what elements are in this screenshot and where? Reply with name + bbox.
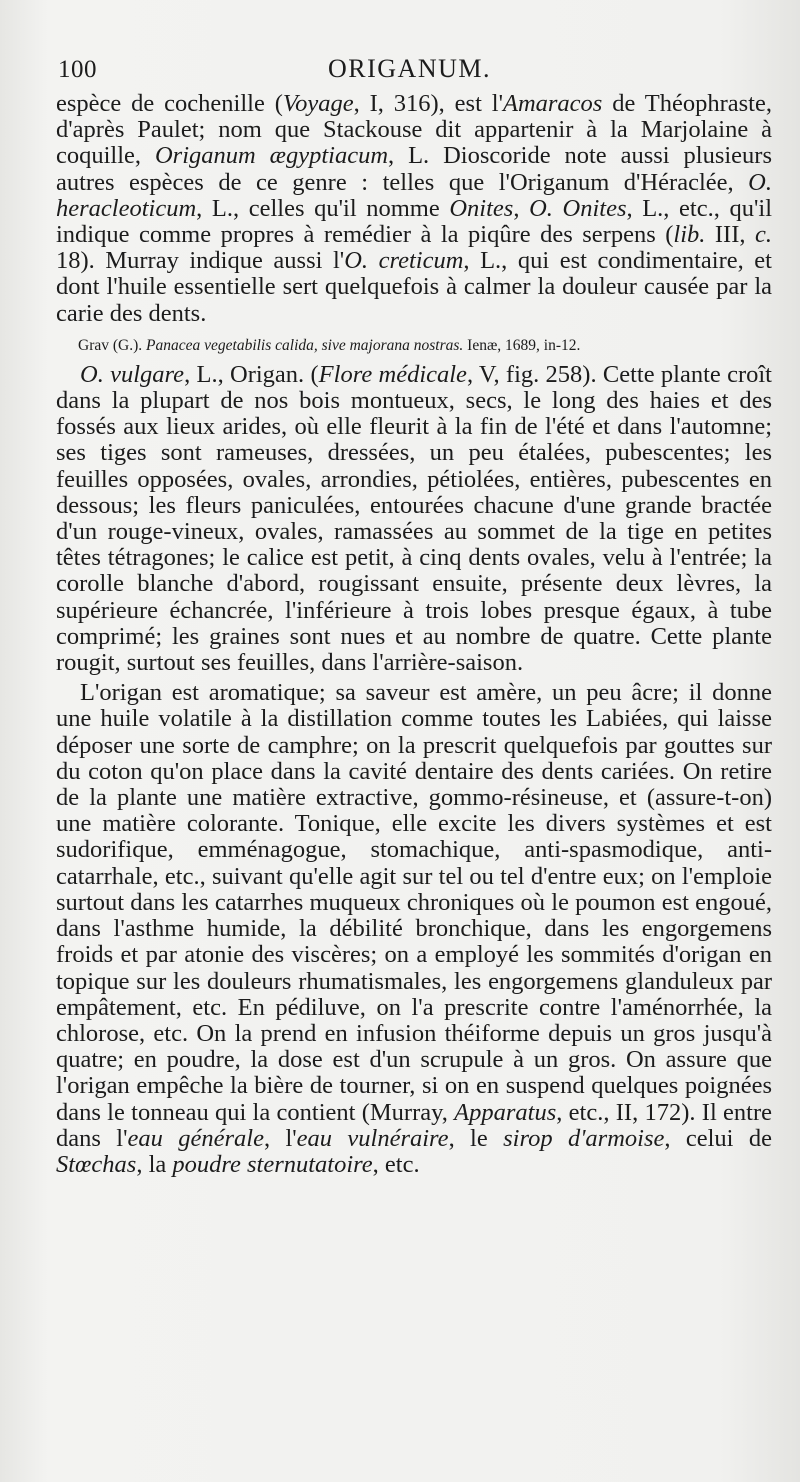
- italic-run: O. Onites: [529, 194, 627, 222]
- page-number: 100: [58, 56, 97, 83]
- text-run: , L., celles qu'il nomme: [196, 194, 450, 222]
- bibliography-note: [78, 335, 772, 356]
- page-header: [58, 52, 780, 88]
- text-run: , L. Dioscoride note aussi plusieurs autres espèces de ce genre : telles que l'Origanum d'Héraclée,: [56, 142, 772, 196]
- paragraph-continuation: [56, 91, 772, 327]
- text-run: , etc., II, 172). Il entre dans l': [56, 1098, 772, 1152]
- paragraph-properties: [56, 680, 772, 1178]
- text-run: , L., qui est condimentaire, et dont l'huile essentielle sert quelquefois à calmer la douleur causée par la carie des dents.: [56, 247, 772, 327]
- italic-run: Panacea vegetabilis calida, sive majorana nostras.: [146, 336, 464, 354]
- text-run: L'origan est aromatique; sa saveur est amère, un peu âcre; il donne une huile volatile à la distillation comme toutes les Labiées, qui laisse déposer une sorte de camphre; on la prescrit quelquefois par gouttes sur du coton qu'on place dans la cavité dentaire des dents cariées. On retire de la plante une matière extractive, gommo-résineuse, et (assure-t-on) une matière colorante. Tonique, elle excite les divers systèmes et est sudorifique, emménagogue, stomachique, anti-spasmodique, anti-catarrhale, etc., suivant qu'elle agit sur tel ou tel d'entre eux; on l'emploie surtout dans les catarrhes muqueux chroniques où le poumon est engoué, dans l'asthme humide, la débilité bronchique, dans les engorgemens froids et par atonie des viscères; on a employé les sommités d'origan en topique sur les douleurs rhumatismales, les engorgemens glanduleux par empâtement, etc. En pédiluve, on l'a prescrite contre l'aménorrhée, la chlorose, etc. On la prend en infusion théiforme depuis un gros jusqu'à quatre; en poudre, la dose est d'un scrupule à un gros. On assure que l'origan empêche la bière de tourner, si on en suspend quelques poignées dans le tonneau qui la contient (Murray,: [56, 679, 772, 1126]
- italic-run: Voyage: [282, 90, 354, 117]
- italic-run: c.: [755, 221, 772, 249]
- italic-run: poudre sternutatoire: [172, 1150, 373, 1178]
- italic-run: sirop d'armoise: [503, 1124, 665, 1152]
- italic-run: Stœchas: [56, 1150, 137, 1178]
- text-run: espèce de cochenille (: [56, 90, 283, 117]
- text-run: , etc.: [372, 1150, 420, 1178]
- text-run: , L., etc., qu'il indique comme propres à remédier à la piqûre des serpens (: [56, 194, 772, 249]
- italic-run: Onites: [449, 194, 514, 222]
- text-run: , V, fig. 258). Cette plante croît dans la plupart de nos bois montueux, secs, le long des haies et des fossés aux lieux arides, où elle fleurit à la fin de l'été et dans l'automne; ses tiges sont rameuses, dressées, un peu étalées, pubescentes; les feuilles opposées, ovales, arrondies, pétiolées, entières, pubescentes en dessous; les fleurs paniculées, entourées chacune d'une grande bractée d'un rouge-vineux, ovales, ramassées au sommet de la tige en petites têtes tétragones; le calice est petit, à cinq dents ovales, velu à l'entrée; la corolle blanche d'abord, rougissant ensuite, présente deux lèvres, la supérieure échancrée, l'inférieure à trois lobes presque égaux, à tube comprimé; les graines sont nues et au nombre de quatre. Cette plante rougit, surtout ses feuilles, dans l'arrière-saison.: [56, 360, 772, 677]
- text-run: Grav (G.).: [78, 336, 147, 354]
- italic-run: Amaracos: [502, 90, 603, 117]
- italic-run: Origanum ægyptiacum: [154, 142, 389, 170]
- paragraph-origanum-vulgare: [56, 362, 772, 676]
- text-run: , la: [136, 1150, 173, 1178]
- text-run: de Théophraste, d'après Paulet; nom que Stackouse dit appartenir à la Marjolaine à coquille,: [56, 90, 772, 170]
- text-run: ,: [513, 194, 530, 222]
- italic-run: eau générale: [127, 1124, 264, 1152]
- italic-run: O. creticum: [344, 247, 464, 275]
- species-name: O. vulgare: [80, 360, 185, 388]
- page-body: [56, 91, 772, 1178]
- text-run: , L., Origan. (: [184, 360, 319, 388]
- running-title: ORIGANUM.: [328, 54, 491, 83]
- text-run: , I, 316), est l': [353, 90, 503, 117]
- italic-run: O. heracleoticum: [56, 168, 772, 222]
- text-run: , celui de: [664, 1124, 772, 1152]
- italic-run: lib.: [673, 221, 706, 249]
- text-run: Ienæ, 1689, in-12.: [463, 336, 581, 354]
- italic-run: Flore médicale: [318, 360, 467, 388]
- italic-run: eau vulnéraire: [296, 1124, 449, 1152]
- text-run: 18). Murray indique aussi l': [56, 247, 345, 275]
- text-run: III,: [705, 221, 755, 249]
- text-run: , l': [263, 1124, 297, 1152]
- text-run: , le: [448, 1124, 504, 1152]
- italic-run: Apparatus: [454, 1098, 557, 1126]
